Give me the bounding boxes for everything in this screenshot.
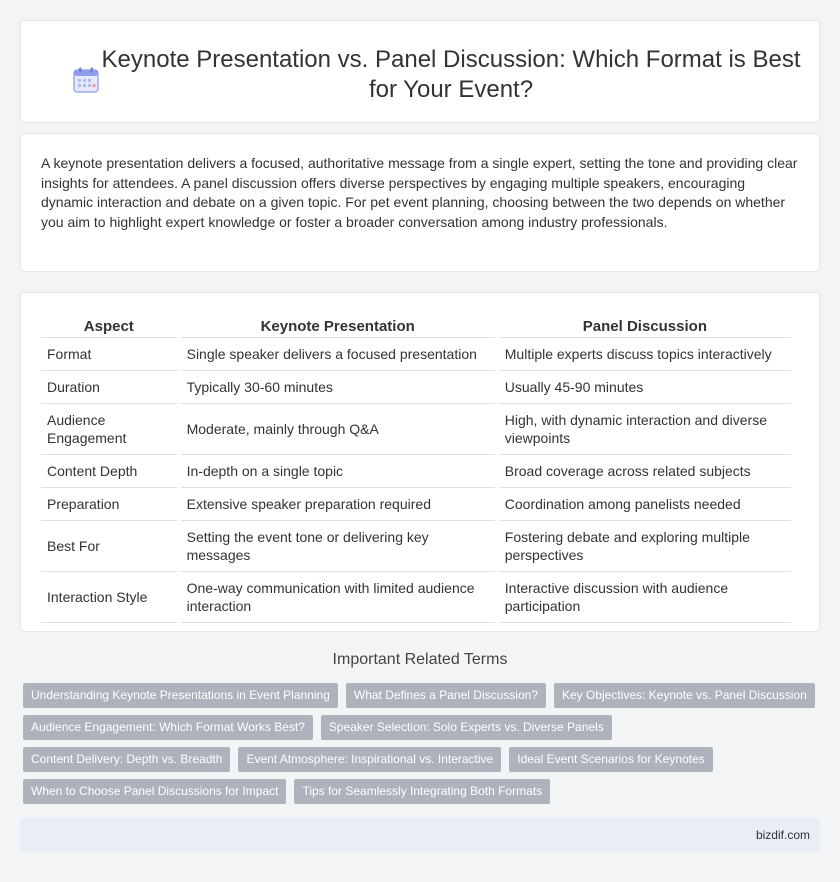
page-title: Keynote Presentation vs. Panel Discussion: Which Format is Best for Your Event? xyxy=(101,46,801,103)
related-terms-list xyxy=(23,683,823,811)
row-panel: Interactive discussion with audience participation xyxy=(499,572,791,623)
row-panel: Usually 45-90 minutes xyxy=(499,371,791,404)
header-aspect: Aspect xyxy=(41,315,177,338)
related-term-tag[interactable]: Understanding Keynote Presentations in Event Planning xyxy=(23,683,338,708)
header-keynote: Keynote Presentation xyxy=(181,315,495,338)
row-aspect: Interaction Style xyxy=(41,572,177,623)
table-row xyxy=(41,371,791,404)
table-header-row xyxy=(41,315,791,338)
related-term-tag[interactable]: Tips for Seamlessly Integrating Both Formats xyxy=(294,779,550,804)
row-aspect: Audience Engagement xyxy=(41,404,177,455)
table-row xyxy=(41,572,791,623)
row-panel: Coordination among panelists needed xyxy=(499,488,791,521)
table-row xyxy=(41,455,791,488)
table-row xyxy=(41,338,791,371)
table-row xyxy=(41,404,791,455)
related-term-tag[interactable]: Speaker Selection: Solo Experts vs. Diverse Panels xyxy=(321,715,612,740)
header-panel: Panel Discussion xyxy=(499,315,791,338)
row-keynote: In-depth on a single topic xyxy=(181,455,495,488)
row-keynote: Single speaker delivers a focused presentation xyxy=(181,338,495,371)
calendar-icon xyxy=(73,67,99,93)
related-term-tag[interactable]: Audience Engagement: Which Format Works Best? xyxy=(23,715,313,740)
related-term-tag[interactable]: What Defines a Panel Discussion? xyxy=(346,683,546,708)
footer xyxy=(20,818,820,852)
related-term-tag[interactable]: Event Atmosphere: Inspirational vs. Interactive xyxy=(238,747,501,772)
row-keynote: Moderate, mainly through Q&A xyxy=(181,404,495,455)
intro-paragraph: A keynote presentation delivers a focused, authoritative message from a single expert, setting the tone and providing clear insights for attendees. A panel discussion offers diverse perspectives by engaging multiple speakers, encouraging dynamic interaction and debate on a given topic. For pet event planning, choosing between the two depends on whether you aim to highlight expert knowledge or foster a broader conversation among industry professionals. xyxy=(41,155,798,230)
row-panel: Fostering debate and exploring multiple perspectives xyxy=(499,521,791,572)
intro-card xyxy=(20,133,820,272)
comparison-card xyxy=(20,292,820,632)
table-row xyxy=(41,521,791,572)
table-row xyxy=(41,488,791,521)
row-aspect: Best For xyxy=(41,521,177,572)
row-keynote: Setting the event tone or delivering key messages xyxy=(181,521,495,572)
title-card xyxy=(20,20,820,123)
row-panel: Broad coverage across related subjects xyxy=(499,455,791,488)
row-keynote: Extensive speaker preparation required xyxy=(181,488,495,521)
comparison-table xyxy=(37,315,795,623)
row-aspect: Preparation xyxy=(41,488,177,521)
row-aspect: Duration xyxy=(41,371,177,404)
site-name[interactable]: bizdif.com xyxy=(755,828,810,842)
row-aspect: Format xyxy=(41,338,177,371)
related-term-tag[interactable]: Content Delivery: Depth vs. Breadth xyxy=(23,747,230,772)
related-terms-title: Important Related Terms xyxy=(332,651,508,668)
related-term-tag[interactable]: Ideal Event Scenarios for Keynotes xyxy=(509,747,712,772)
row-panel: High, with dynamic interaction and diverse viewpoints xyxy=(499,404,791,455)
row-panel: Multiple experts discuss topics interactively xyxy=(499,338,791,371)
related-term-tag[interactable]: Key Objectives: Keynote vs. Panel Discussion xyxy=(554,683,815,708)
row-aspect: Content Depth xyxy=(41,455,177,488)
row-keynote: One-way communication with limited audience interaction xyxy=(181,572,495,623)
row-keynote: Typically 30-60 minutes xyxy=(181,371,495,404)
related-term-tag[interactable]: When to Choose Panel Discussions for Impact xyxy=(23,779,286,804)
